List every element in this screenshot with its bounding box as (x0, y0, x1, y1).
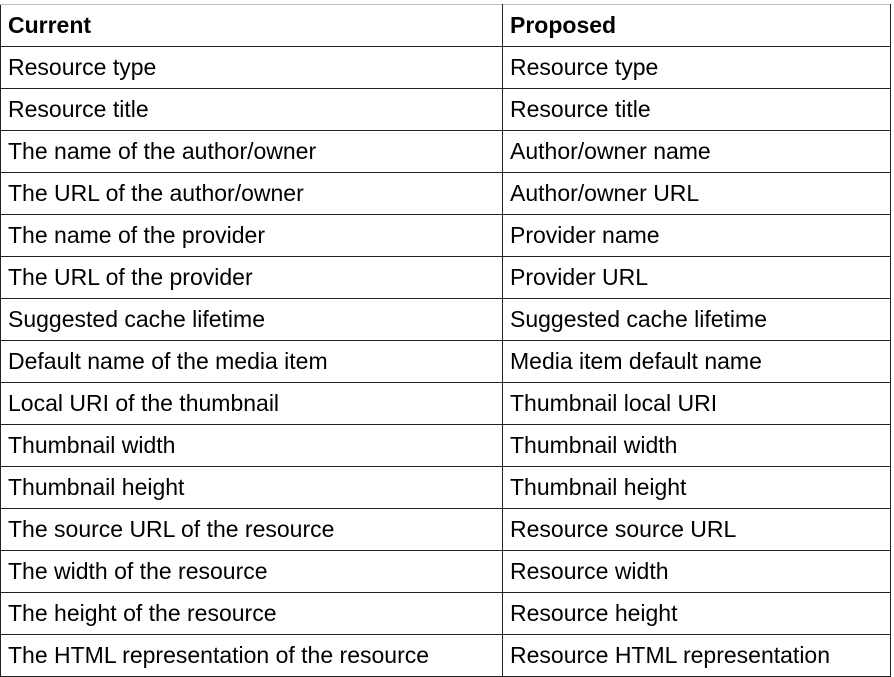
cell-current: Local URI of the thumbnail (1, 383, 503, 425)
table-row (1, 509, 891, 551)
cell-current: The width of the resource (1, 551, 503, 593)
table-row (1, 131, 891, 173)
table-row (1, 341, 891, 383)
table-row (1, 299, 891, 341)
cell-current: The source URL of the resource (1, 509, 503, 551)
table-row (1, 635, 891, 677)
table-header-row (1, 5, 891, 47)
cell-current: Thumbnail height (1, 467, 503, 509)
table-row (1, 425, 891, 467)
cell-current: The height of the resource (1, 593, 503, 635)
cell-proposed: Provider URL (503, 257, 891, 299)
table-row (1, 89, 891, 131)
column-header-current: Current (1, 5, 503, 47)
column-header-proposed: Proposed (503, 5, 891, 47)
table-row (1, 215, 891, 257)
cell-current: The URL of the author/owner (1, 173, 503, 215)
cell-proposed: Author/owner URL (503, 173, 891, 215)
cell-proposed: Thumbnail height (503, 467, 891, 509)
cell-current: Resource title (1, 89, 503, 131)
table-row (1, 173, 891, 215)
cell-proposed: Suggested cache lifetime (503, 299, 891, 341)
table-row (1, 383, 891, 425)
table-row (1, 593, 891, 635)
naming-comparison-table (0, 4, 891, 677)
cell-proposed: Provider name (503, 215, 891, 257)
cell-current: Resource type (1, 47, 503, 89)
table-row (1, 257, 891, 299)
cell-proposed: Resource source URL (503, 509, 891, 551)
cell-proposed: Thumbnail width (503, 425, 891, 467)
cell-proposed: Resource title (503, 89, 891, 131)
cell-current: Thumbnail width (1, 425, 503, 467)
table-row (1, 551, 891, 593)
cell-current: The name of the provider (1, 215, 503, 257)
cell-proposed: Author/owner name (503, 131, 891, 173)
cell-current: Default name of the media item (1, 341, 503, 383)
table-row (1, 47, 891, 89)
cell-proposed: Resource width (503, 551, 891, 593)
cell-current: Suggested cache lifetime (1, 299, 503, 341)
cell-proposed: Thumbnail local URI (503, 383, 891, 425)
cell-proposed: Resource height (503, 593, 891, 635)
cell-current: The HTML representation of the resource (1, 635, 503, 677)
cell-current: The name of the author/owner (1, 131, 503, 173)
cell-proposed: Media item default name (503, 341, 891, 383)
cell-current: The URL of the provider (1, 257, 503, 299)
table-row (1, 467, 891, 509)
cell-proposed: Resource HTML representation (503, 635, 891, 677)
cell-proposed: Resource type (503, 47, 891, 89)
